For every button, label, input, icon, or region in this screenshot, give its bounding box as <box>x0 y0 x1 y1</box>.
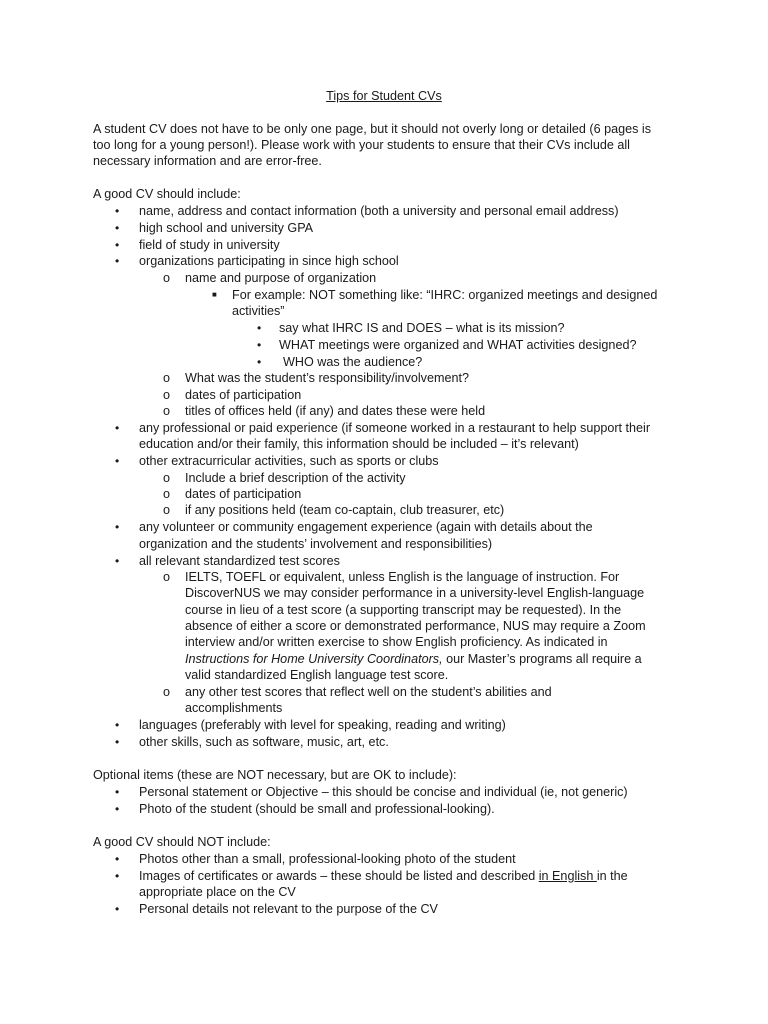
list-item-text: our Master’s programs all require a <box>442 652 642 666</box>
circle-bullet-icon: o <box>163 685 171 699</box>
sub-list-item <box>163 387 302 404</box>
sub-sub-sub-list-item <box>257 337 637 354</box>
list-item-text: all relevant standardized test scores <box>139 554 340 568</box>
list-item-text: For example: NOT something like: “IHRC: organized meetings and designed <box>232 288 658 302</box>
list-item-text: other skills, such as software, music, art, etc. <box>139 735 389 749</box>
bullet-icon: • <box>115 554 120 568</box>
list-item <box>115 851 516 868</box>
sub-sub-sub-list-item <box>257 354 423 371</box>
list-item-text: name and purpose of organization <box>185 271 377 285</box>
bullet-icon: • <box>115 869 120 883</box>
list-item <box>115 253 399 270</box>
circle-bullet-icon: o <box>163 487 171 501</box>
list-item-text: Images of certificates or awards – these should be listed and described <box>139 869 539 883</box>
underlined-text: in English <box>538 869 597 883</box>
list-item-continuation <box>185 651 642 668</box>
circle-bullet-icon: o <box>163 404 171 418</box>
list-item-continuation: DiscoverNUS we may consider performance in a university-level English-language <box>185 586 645 600</box>
list-item-text: dates of participation <box>185 388 302 402</box>
list-item-text: dates of participation <box>185 487 302 501</box>
bullet-icon: • <box>257 355 262 369</box>
list-item-continuation: organization and the students’ involvement and responsibilities) <box>139 537 493 551</box>
sub-list-item <box>163 502 505 519</box>
list-item <box>115 717 506 734</box>
bullet-icon: • <box>115 254 120 268</box>
bullet-icon: • <box>115 520 120 534</box>
list-item-text: field of study in university <box>139 238 280 252</box>
list-item-text: organizations participating in since high school <box>139 254 399 268</box>
list-item <box>115 784 628 801</box>
list-item <box>115 453 439 470</box>
list-item-text: any volunteer or community engagement experience (again with details about the <box>139 520 593 534</box>
bullet-icon: • <box>115 852 120 866</box>
good-cv-heading: A good CV should include: <box>93 187 241 201</box>
bullet-icon: • <box>115 421 120 435</box>
list-item <box>115 519 593 536</box>
sub-sub-sub-list-item <box>257 320 565 337</box>
list-item-text: in the <box>596 869 628 883</box>
bullet-icon: • <box>257 338 262 352</box>
sub-list-item <box>163 569 620 586</box>
list-item <box>115 901 438 918</box>
bullet-icon: • <box>115 785 120 799</box>
intro-line: necessary information and are error-free. <box>93 154 322 168</box>
circle-bullet-icon: o <box>163 570 171 584</box>
list-item-text: Include a brief description of the activity <box>185 471 406 485</box>
sub-list-item <box>163 470 406 487</box>
intro-line: A student CV does not have to be only one page, but it should not overly long or detailed (6 pages is <box>93 122 651 136</box>
not-include-heading: A good CV should NOT include: <box>93 835 271 849</box>
circle-bullet-icon: o <box>163 371 171 385</box>
circle-bullet-icon: o <box>163 471 171 485</box>
list-item-text: Personal details not relevant to the purpose of the CV <box>139 902 438 916</box>
list-item-text: IELTS, TOEFL or equivalent, unless English is the language of instruction. For <box>185 570 620 584</box>
list-item-text: titles of offices held (if any) and dates these were held <box>185 404 486 418</box>
bullet-icon: • <box>115 802 120 816</box>
list-item-continuation: appropriate place on the CV <box>139 885 296 899</box>
sub-list-item <box>163 486 302 503</box>
list-item-text: Photos other than a small, professional-looking photo of the student <box>139 852 516 866</box>
sub-list-item <box>163 270 377 287</box>
bullet-icon: • <box>115 238 120 252</box>
list-item-text: WHAT meetings were organized and WHAT activities designed? <box>279 338 637 352</box>
intro-line: too long for a young person!). Please work with your students to ensure that their CVs include all <box>93 138 630 152</box>
list-item-text: other extracurricular activities, such as sports or clubs <box>139 454 439 468</box>
list-item-text: any other test scores that reflect well on the student’s abilities and <box>185 685 552 699</box>
list-item-continuation: accomplishments <box>185 701 283 715</box>
sub-list-item <box>163 403 486 420</box>
bullet-icon: • <box>115 735 120 749</box>
list-item <box>115 203 619 220</box>
sub-list-item <box>163 370 469 387</box>
list-item-continuation: course in lieu of a test score (a supporting transcript may be requested). In the <box>185 603 622 617</box>
list-item-text: languages (preferably with level for speaking, reading and writing) <box>139 718 506 732</box>
list-item-text: if any positions held (team co-captain, club treasurer, etc) <box>185 503 505 517</box>
bullet-icon: • <box>115 902 120 916</box>
bullet-icon: • <box>115 454 120 468</box>
list-item-continuation: interview and/or written exercise to show English proficiency. As indicated in <box>185 635 608 649</box>
list-item-text: name, address and contact information (both a university and personal email address) <box>139 204 619 218</box>
list-item-continuation: absence of either a score or demonstrated performance, NUS may require a Zoom <box>185 619 646 633</box>
list-item-text: Personal statement or Objective – this should be concise and individual (ie, not generic) <box>139 785 628 799</box>
list-item-text: high school and university GPA <box>139 221 314 235</box>
list-item-continuation: education and/or their family, this information should be included – it’s relevant) <box>139 437 579 451</box>
list-item <box>115 801 495 818</box>
bullet-icon: • <box>115 204 120 218</box>
circle-bullet-icon: o <box>163 388 171 402</box>
list-item-text: WHO was the audience? <box>283 355 423 369</box>
bullet-icon: • <box>257 321 262 335</box>
list-item <box>115 420 651 437</box>
sub-sub-list-item <box>212 287 658 304</box>
document-reference: Instructions for Home University Coordinators, <box>185 652 443 666</box>
list-item-continuation: activities” <box>232 304 285 318</box>
circle-bullet-icon: o <box>163 503 171 517</box>
list-item-text: any professional or paid experience (if someone worked in a restaurant to help support their <box>139 421 651 435</box>
list-item-text: What was the student’s responsibility/involvement? <box>185 371 469 385</box>
list-item <box>115 868 628 885</box>
bullet-icon: • <box>115 221 120 235</box>
list-item <box>115 237 280 254</box>
circle-bullet-icon: o <box>163 271 171 285</box>
list-item-continuation: valid standardized English language test score. <box>185 668 449 682</box>
list-item <box>115 553 340 570</box>
sub-list-item <box>163 684 552 701</box>
list-item <box>115 734 389 751</box>
list-item <box>115 220 314 237</box>
list-item-text: say what IHRC IS and DOES – what is its mission? <box>279 321 565 335</box>
optional-items-heading: Optional items (these are NOT necessary, but are OK to include): <box>93 768 457 782</box>
square-bullet-icon: ■ <box>212 290 217 299</box>
list-item-text: Photo of the student (should be small and professional-looking). <box>139 802 495 816</box>
document-title: Tips for Student CVs <box>326 89 442 103</box>
bullet-icon: • <box>115 718 120 732</box>
